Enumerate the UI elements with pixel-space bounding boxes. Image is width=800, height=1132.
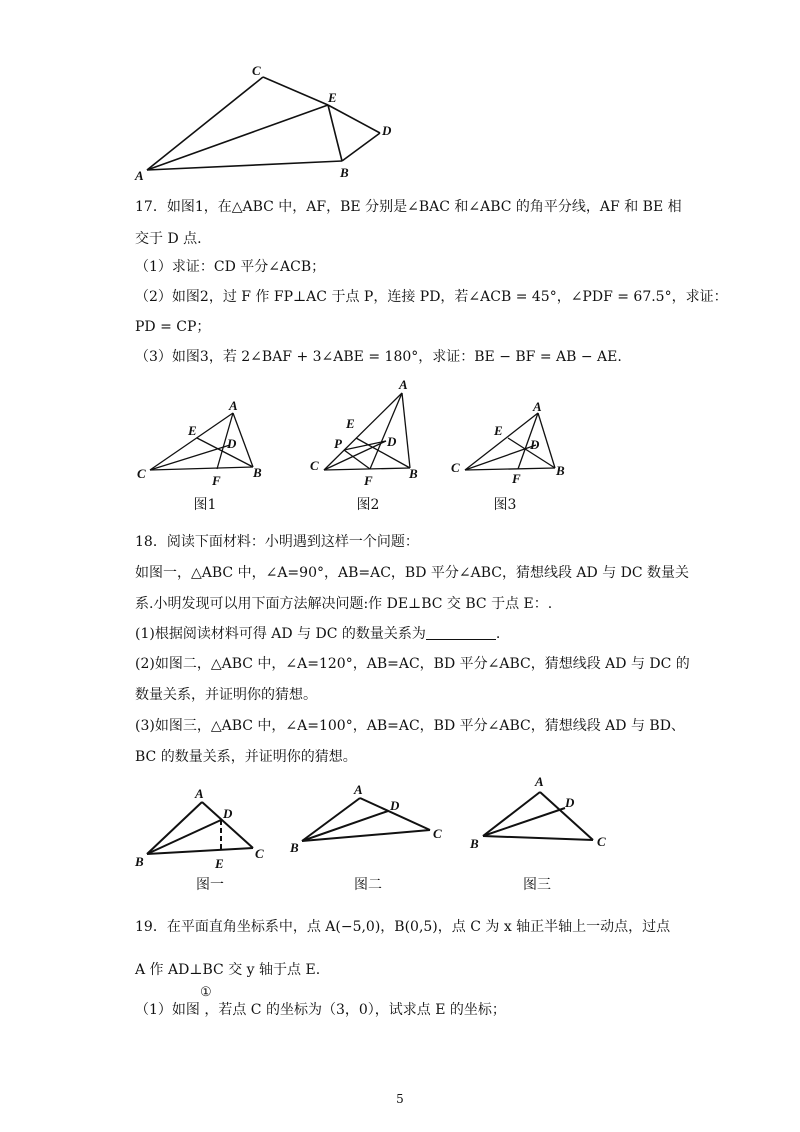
vertex-label-B: B xyxy=(135,854,144,869)
vertex-label-D: D xyxy=(530,437,540,452)
q17-line1: 17．如图1，在△ABC 中，AF，BE 分别是∠BAC 和∠ABC 的角平分线，AF 和 BE 相 xyxy=(135,199,682,215)
segment-AE xyxy=(147,105,328,170)
q17-part1: （1）求证：CD 平分∠ACB； xyxy=(135,259,326,275)
vertex-label-C: C xyxy=(137,466,146,481)
vertex-label-D: D xyxy=(565,795,575,810)
vertex-label-C: C xyxy=(451,460,460,475)
segment-CE xyxy=(263,77,328,105)
q17-figure-3-caption: 图3 xyxy=(493,497,517,513)
q18-line1: 18．阅读下面材料：小明遇到这样一个问题： xyxy=(135,534,419,550)
q18-figure-3 xyxy=(465,770,615,860)
figure-segment xyxy=(324,393,402,470)
label-C: C xyxy=(252,63,261,78)
segment-AB xyxy=(147,161,342,170)
q17-figure-1-caption: 图1 xyxy=(193,497,217,513)
q18-part3b: BC 的数量关系，并证明你的猜想。 xyxy=(135,749,357,765)
vertex-label-C: C xyxy=(597,834,606,849)
figure-segment xyxy=(402,393,410,468)
figure-segment xyxy=(150,413,233,470)
vertex-label-B: B xyxy=(556,463,565,478)
figure-top-svg xyxy=(130,55,410,185)
figure-segment xyxy=(147,848,253,854)
q18-figure-2-caption: 图二 xyxy=(354,877,382,893)
figure-segment xyxy=(483,808,565,836)
q17-figure-1 xyxy=(135,395,265,490)
vertex-label-D: D xyxy=(227,436,237,451)
figure-segment xyxy=(538,413,555,468)
q18-figure-2-svg xyxy=(290,780,450,855)
q18-part1-end: . xyxy=(495,626,501,642)
label-E: E xyxy=(328,90,337,105)
q17-figure-2-svg xyxy=(310,378,430,490)
vertex-label-F: F xyxy=(212,473,221,488)
vertex-label-F: F xyxy=(512,471,521,486)
vertex-label-B: B xyxy=(470,836,479,851)
vertex-label-D: D xyxy=(390,798,400,813)
figure-segment xyxy=(465,445,536,470)
figure-segment xyxy=(150,467,253,470)
q18-figure-3-svg xyxy=(465,770,615,860)
vertex-label-D: D xyxy=(223,806,233,821)
vertex-label-E: E xyxy=(215,856,224,871)
figure-segment xyxy=(370,393,402,469)
label-A: A xyxy=(135,168,144,183)
q18-line2: 如图一，△ABC 中，∠A=90°，AB=AC，BD 平分∠ABC，猜想线段 AD 与 DC 数量关 xyxy=(135,565,690,581)
figure-segment xyxy=(302,830,430,841)
vertex-label-F: F xyxy=(364,473,373,488)
page-number: 5 xyxy=(396,1092,404,1106)
q17-figure-3 xyxy=(450,395,570,490)
figure-segment xyxy=(465,468,555,470)
figure-segment xyxy=(483,836,593,840)
vertex-label-A: A xyxy=(535,774,544,789)
figure-segment xyxy=(147,820,221,854)
q18-part2b: 数量关系，并证明你的猜想。 xyxy=(135,687,317,703)
q18-figure-2 xyxy=(290,780,450,855)
q17-line2: 交于 D 点. xyxy=(135,231,202,247)
answer-blank xyxy=(426,625,496,640)
segment-DB xyxy=(342,133,380,161)
q17-figure-3-svg xyxy=(450,395,570,490)
q18-figure-3-caption: 图三 xyxy=(523,877,551,893)
vertex-label-E: E xyxy=(346,416,355,431)
vertex-label-A: A xyxy=(399,377,408,392)
vertex-label-B: B xyxy=(290,840,299,855)
figure-top-quadrilateral xyxy=(130,55,410,185)
figure-circled-number: ① xyxy=(200,985,212,1000)
q18-figure-1-caption: 图一 xyxy=(196,877,224,893)
vertex-label-C: C xyxy=(310,458,319,473)
segment-AC xyxy=(147,77,263,170)
q19-line2: A 作 AD⊥BC 交 y 轴于点 E. xyxy=(135,962,321,978)
label-B: B xyxy=(340,165,349,180)
q18-part1-text: (1)根据阅读材料可得 AD 与 DC 的数量关系为 xyxy=(135,626,426,642)
vertex-label-A: A xyxy=(195,786,204,801)
figure-segment xyxy=(302,798,360,841)
q18-part3a: (3)如图三，△ABC 中，∠A=100°，AB=AC，BD 平分∠ABC，猜想线段 AD 与 BD、 xyxy=(135,718,685,734)
vertex-label-B: B xyxy=(253,465,262,480)
q19-part1: （1）如图 ，若点 C 的坐标为（3，0），试求点 E 的坐标； xyxy=(135,1002,506,1018)
q18-part2a: (2)如图二，△ABC 中，∠A=120°，AB=AC，BD 平分∠ABC，猜想线段 AD 与 DC 的 xyxy=(135,656,690,672)
vertex-label-A: A xyxy=(229,398,238,413)
q18-part1 xyxy=(135,624,500,644)
vertex-label-P: P xyxy=(334,436,342,451)
segment-EB xyxy=(328,105,342,161)
vertex-label-D: D xyxy=(387,434,397,449)
q18-figure-1-svg xyxy=(135,780,275,875)
label-D: D xyxy=(382,123,392,138)
vertex-label-C: C xyxy=(433,826,442,841)
q17-part2b: PD = CP； xyxy=(135,319,211,335)
q17-figure-1-svg xyxy=(135,395,265,490)
figure-segment xyxy=(483,792,540,836)
q18-line3: 系.小明发现可以用下面方法解决问题:作 DE⊥BC 交 BC 于点 E：. xyxy=(135,596,553,612)
vertex-label-C: C xyxy=(255,846,264,861)
q19-line1: 19．在平面直角坐标系中，点 A(−5,0)，B(0,5)，点 C 为 x 轴正半轴上一动点，过点 xyxy=(135,919,671,935)
vertex-label-B: B xyxy=(409,466,418,481)
figure-segment xyxy=(465,413,538,470)
q17-figure-2 xyxy=(310,378,430,490)
vertex-label-A: A xyxy=(533,399,542,414)
q17-part3: （3）如图3，若 2∠BAF + 3∠ABE = 180°，求证：BE − BF = AB − AE. xyxy=(135,349,622,365)
vertex-label-A: A xyxy=(354,782,363,797)
figure-segment xyxy=(147,802,202,854)
vertex-label-E: E xyxy=(188,423,197,438)
segment-ED xyxy=(328,105,380,133)
q17-figure-2-caption: 图2 xyxy=(356,497,380,513)
q17-part2: （2）如图2，过 F 作 FP⊥AC 于点 P，连接 PD，若∠ACB = 45°，∠PDF = 67.5°，求证： xyxy=(135,289,728,305)
vertex-label-E: E xyxy=(494,423,503,438)
q18-figure-1 xyxy=(135,780,275,875)
figure-segment xyxy=(324,468,410,470)
